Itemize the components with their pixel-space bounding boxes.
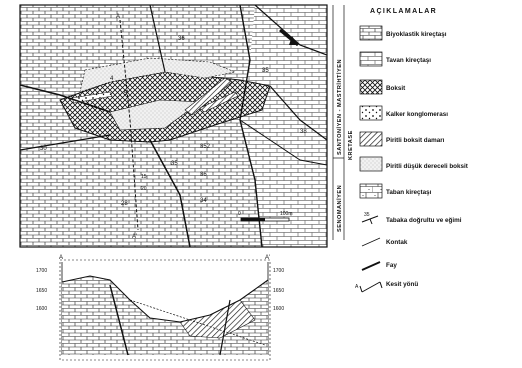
fault-symbol <box>362 262 380 270</box>
dip-label: 35 <box>171 161 178 167</box>
dip-label: 34 <box>200 198 207 204</box>
scale-end: 100m <box>280 211 293 217</box>
legend <box>355 8 469 292</box>
legend-label-boksit: Boksit <box>386 85 406 92</box>
elev-tick-right: 1650 <box>273 288 285 294</box>
legend-label-kalker: Kalker konglomerası <box>386 111 448 118</box>
dip-label: 36 <box>200 172 207 178</box>
section-right-end: A' <box>265 255 271 261</box>
dip-label: 352 <box>200 144 211 150</box>
legend-swatch-kalker <box>360 106 382 120</box>
legend-swatch-piritli-dusuk <box>360 157 382 171</box>
age-upper-label: SANTONİYEN - MASTRİHTİYEN <box>337 59 343 155</box>
legend-label-piritli-damar: Piritli boksit damarı <box>386 137 445 144</box>
dip-label: 38 <box>300 129 307 135</box>
legend-swatch-biyoklastik <box>360 26 382 40</box>
legend-label-kontak: Kontak <box>386 239 408 246</box>
legend-swatch-piritli-damar <box>360 132 382 146</box>
legend-symbol-tabaka <box>362 212 378 224</box>
legend-swatch-tavan <box>360 52 382 66</box>
period-label: KRETASE <box>348 130 354 160</box>
age-lower-label: SENOMANİYEN <box>337 184 343 232</box>
map-panel <box>20 5 327 247</box>
legend-label-biyoklastik: Biyoklastik kireçtaşı <box>386 31 447 38</box>
dip-label: 28 <box>121 201 128 207</box>
dip-label: 35 <box>262 68 269 74</box>
elev-tick-right: 1700 <box>273 268 285 274</box>
section-direction-letter: A <box>355 284 359 290</box>
legend-label-kesit: Kesit yönü <box>386 281 419 288</box>
dip-label: 15 <box>141 174 147 180</box>
elev-tick-left: 1650 <box>36 288 48 294</box>
legend-label-tavan: Tavan kireçtaşı <box>386 57 432 64</box>
dip-label: 4 <box>110 76 114 82</box>
dip-label: 5 <box>124 91 128 97</box>
dip-label: 36 <box>178 36 185 42</box>
section-direction-symbol <box>355 282 382 292</box>
legend-swatch-boksit <box>360 80 382 94</box>
contact-symbol <box>362 238 380 246</box>
elev-tick-right: 1600 <box>273 306 285 312</box>
age-column <box>333 5 354 240</box>
dip-label: 20 <box>141 186 147 192</box>
legend-title: AÇIKLAMALAR <box>370 8 438 15</box>
elev-tick-left: 1600 <box>36 306 48 312</box>
cross-section-panel <box>36 255 284 360</box>
section-end-label: A <box>116 14 121 20</box>
legend-label-tabaka: Tabaka doğrultu ve eğimi <box>386 217 462 224</box>
scale-zero: 0 <box>238 211 241 217</box>
dip-label: 30 <box>40 146 47 152</box>
section-left-end: A <box>59 255 64 261</box>
legend-label-piritli-dusuk: Piritli düşük dereceli boksit <box>386 163 468 170</box>
elev-tick-left: 1700 <box>36 268 48 274</box>
legend-label-taban: Taban kireçtaşı <box>386 189 432 196</box>
legend-label-fay: Fay <box>386 262 397 269</box>
section-end-label: A' <box>132 234 138 240</box>
strike-dip-value: 35 <box>364 212 370 218</box>
legend-swatch-taban <box>360 184 382 198</box>
